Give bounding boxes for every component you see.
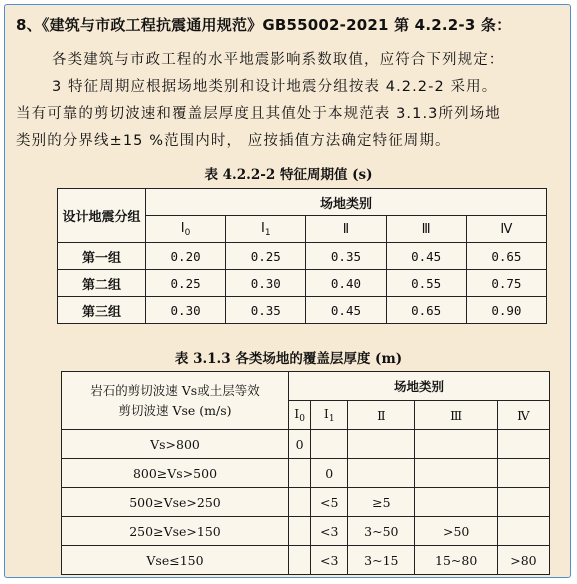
table1-group-header: 场地类别 (146, 189, 547, 216)
table-row (62, 517, 550, 546)
table-cell (415, 488, 497, 517)
table-cell (497, 459, 549, 488)
table-cell (289, 546, 311, 575)
table-cell: 0.55 (386, 270, 466, 297)
table1-col-header: Ⅲ (386, 216, 466, 243)
table-cell: <5 (311, 488, 348, 517)
table-cell: 0.25 (226, 243, 306, 270)
table2-group-header: 场地类别 (289, 372, 550, 401)
table-cell: 0.35 (306, 243, 386, 270)
table2-col-header: $Ⅰ_1$ (311, 401, 348, 430)
table-cell: ≥5 (348, 488, 415, 517)
table-cell: 0 (311, 459, 348, 488)
table-row (58, 270, 547, 297)
table2-col-header: $Ⅰ_0$ (289, 401, 311, 430)
table-row (58, 297, 547, 324)
table-cell: 0.30 (226, 270, 306, 297)
table-cell (415, 459, 497, 488)
table-row (62, 459, 550, 488)
table2-col-header: Ⅲ (415, 401, 497, 430)
table-row (62, 546, 550, 575)
clause-heading: 8、《建筑与市政工程抗震通用规范》GB55002-2021 第 4.2.2-3 条： (16, 16, 512, 34)
overburden-thickness-table (61, 371, 550, 575)
table-cell: 15~80 (415, 546, 497, 575)
table-cell (289, 459, 311, 488)
table2-row-header-line-1: 岩石的剪切波速 Vs或土层等效 (90, 382, 260, 398)
table2-row-header (62, 372, 289, 430)
table-cell (497, 430, 549, 459)
table1-col-header: $Ⅰ_1$ (226, 216, 306, 243)
table-cell: 3~15 (348, 546, 415, 575)
table2-col-header: Ⅱ (348, 401, 415, 430)
table-cell: 0.75 (466, 270, 546, 297)
row-label: 500≥Vse>250 (62, 488, 289, 517)
paragraph-line-1: 各类建筑与市政工程的水平地震影响系数取值，应符合下列规定： (52, 52, 505, 68)
table-cell: 0.65 (466, 243, 546, 270)
table-cell: 0 (289, 430, 311, 459)
table-row (62, 430, 550, 459)
paragraph-line-2: 3 特征周期应根据场地类别和设计地震分组按表 4.2.2-2 采用。 (52, 79, 498, 95)
table-row (58, 243, 547, 270)
characteristic-period-table (57, 188, 547, 324)
table-cell (497, 488, 549, 517)
table-row (62, 488, 550, 517)
content-panel (4, 4, 571, 578)
table1-col-header: $Ⅰ_0$ (146, 216, 226, 243)
row-label: 第一组 (58, 243, 146, 270)
table-cell: 0.65 (386, 297, 466, 324)
table-cell: 0.40 (306, 270, 386, 297)
table-cell: 0.45 (306, 297, 386, 324)
table-cell: 0.25 (146, 270, 226, 297)
row-label: Vse≤150 (62, 546, 289, 575)
table-cell: 0.35 (226, 297, 306, 324)
table-cell (348, 430, 415, 459)
table-cell (348, 459, 415, 488)
paragraph-line-4: 类别的分界线±15 %范围内时， 应按插值方法确定特征周期。 (16, 133, 451, 149)
table-cell (311, 430, 348, 459)
row-label: 第三组 (58, 297, 146, 324)
row-label: 250≥Vse>150 (62, 517, 289, 546)
table-cell: >50 (415, 517, 497, 546)
table-cell: 0.90 (466, 297, 546, 324)
table-cell: <3 (311, 517, 348, 546)
table2-caption: 表 3.1.3 各类场地的覆盖层厚度 (m) (174, 351, 403, 367)
paragraph-line-3: 当有可靠的剪切波速和覆盖层厚度且其值处于本规范表 3.1.3所列场地 (16, 106, 501, 122)
table-cell: <3 (311, 546, 348, 575)
table1-col-header: Ⅳ (466, 216, 546, 243)
table-cell (289, 517, 311, 546)
table-cell: >80 (497, 546, 549, 575)
table-cell (289, 488, 311, 517)
row-label: 800≥Vs>500 (62, 459, 289, 488)
table1-col-header: Ⅱ (306, 216, 386, 243)
table1-row-header: 设计地震分组 (58, 189, 146, 243)
table-cell: 0.45 (386, 243, 466, 270)
row-label: Vs>800 (62, 430, 289, 459)
table2-col-header: Ⅳ (497, 401, 549, 430)
table1-caption: 表 4.2.2-2 特征周期值 (s) (204, 167, 373, 183)
table-cell (497, 517, 549, 546)
table-cell: 0.30 (146, 297, 226, 324)
table-cell: 0.20 (146, 243, 226, 270)
table2-row-header-line-2: 剪切波速 Vse (m/s) (118, 402, 232, 418)
row-label: 第二组 (58, 270, 146, 297)
table-cell (415, 430, 497, 459)
table-cell: 3~50 (348, 517, 415, 546)
